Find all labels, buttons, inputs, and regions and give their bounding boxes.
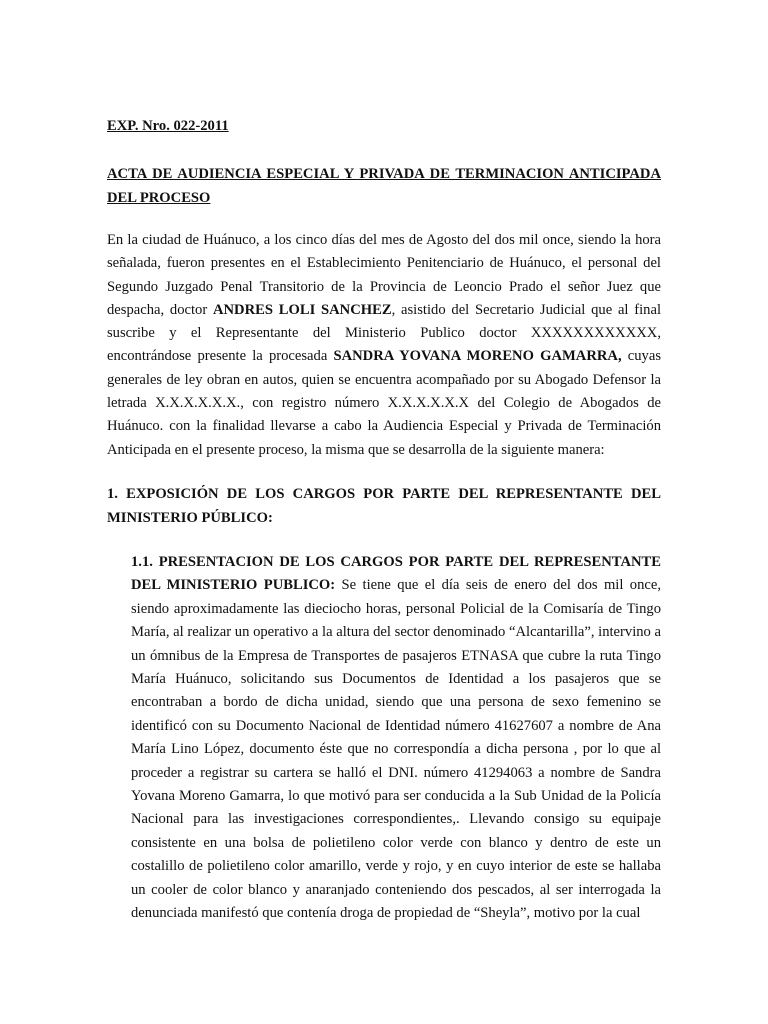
subsection-1-1	[131, 551, 661, 926]
judge-name: ANDRES LOLI SANCHEZ	[212, 301, 392, 318]
intro-text-2: , asistido del Secretario Judicial que al final suscribe y el Representante del Ministerio Publico doctor XXXXXXXXXXXX, encontrándose presente la procesada	[107, 301, 661, 365]
intro-text-3: cuyas generales de ley obran en autos, quien se encuentra acompañado por su Abogado Defensor la letrada X.X.X.X.X.X., con registro número X.X.X.X.X.X del Colegio de Abogados de Huánuco. con la finalidad llevarse a cabo la Audiencia Especial y Privada de Terminación Anticipada en el presente proceso, la misma que se desarrolla de la siguiente manera:	[107, 348, 661, 458]
section-1-heading: 1. EXPOSICIÓN DE LOS CARGOS POR PARTE DEL REPRESENTANTE DEL MINISTERIO PÚBLICO:	[107, 485, 661, 526]
subsection-1-1-text: Se tiene que el día seis de enero del dos mil once, siendo aproximadamente las dieciocho horas, personal Policial de la Comisaría de Tingo María, al realizar un operativo a la altura del sector denominado “Alcantarilla”, intervino a un ómnibus de la Empresa de Transportes de pasajeros ETNASA que cubre la ruta Tingo María Huánuco, solicitando sus Documentos de Identidad a los pasajeros que se encontraban a bordo de dicha unidad, siendo que una persona de sexo femenino se identificó con su Documento Nacional de Identidad número 41627607 a nombre de Ana María Lino López, documento éste que no correspondía a dicha persona , por lo que al proceder a registrar su cartera se halló el DNI. número 41294063 a nombre de Sandra Yovana Moreno Gamarra, lo que motivó para ser conducida a la Sub Unidad de la Policía Nacional para las investigaciones correspondientes,. Llevando consigo su equipaje consistente en una bolsa de polietileno color verde con blanco y dentro de este un costalillo de polietileno color amarillo, verde y rojo, y en cuyo interior de este se hallaba un cooler de color blanco y anaranjado conteniendo dos pescados, al ser interrogada la denunciada manifestó que contenía droga de propiedad de “Sheyla”, motivo por la cual	[131, 577, 661, 922]
document-page	[107, 116, 661, 925]
defendant-name: SANDRA YOVANA MORENO GAMARRA,	[333, 348, 622, 365]
document-title: ACTA DE AUDIENCIA ESPECIAL Y PRIVADA DE TERMINACION ANTICIPADA DEL PROCESO	[107, 166, 661, 206]
intro-paragraph	[107, 229, 661, 462]
expediente-number: EXP. Nro. 022-2011	[107, 118, 229, 134]
intro-text-1: En la ciudad de Huánuco, a los cinco días del mes de Agosto del dos mil once, siendo la hora señalada, fueron presentes en el Establecimiento Penitenciario de Huánuco, el personal del Segundo Juzgado Penal Transitorio de la Provincia de Leoncio Prado el señor Juez que despacha, doctor	[107, 232, 661, 318]
subsection-1-1-heading: 1.1. PRESENTACION DE LOS CARGOS POR PARTE DEL REPRESENTANTE DEL MINISTERIO PUBLICO:	[131, 553, 661, 594]
